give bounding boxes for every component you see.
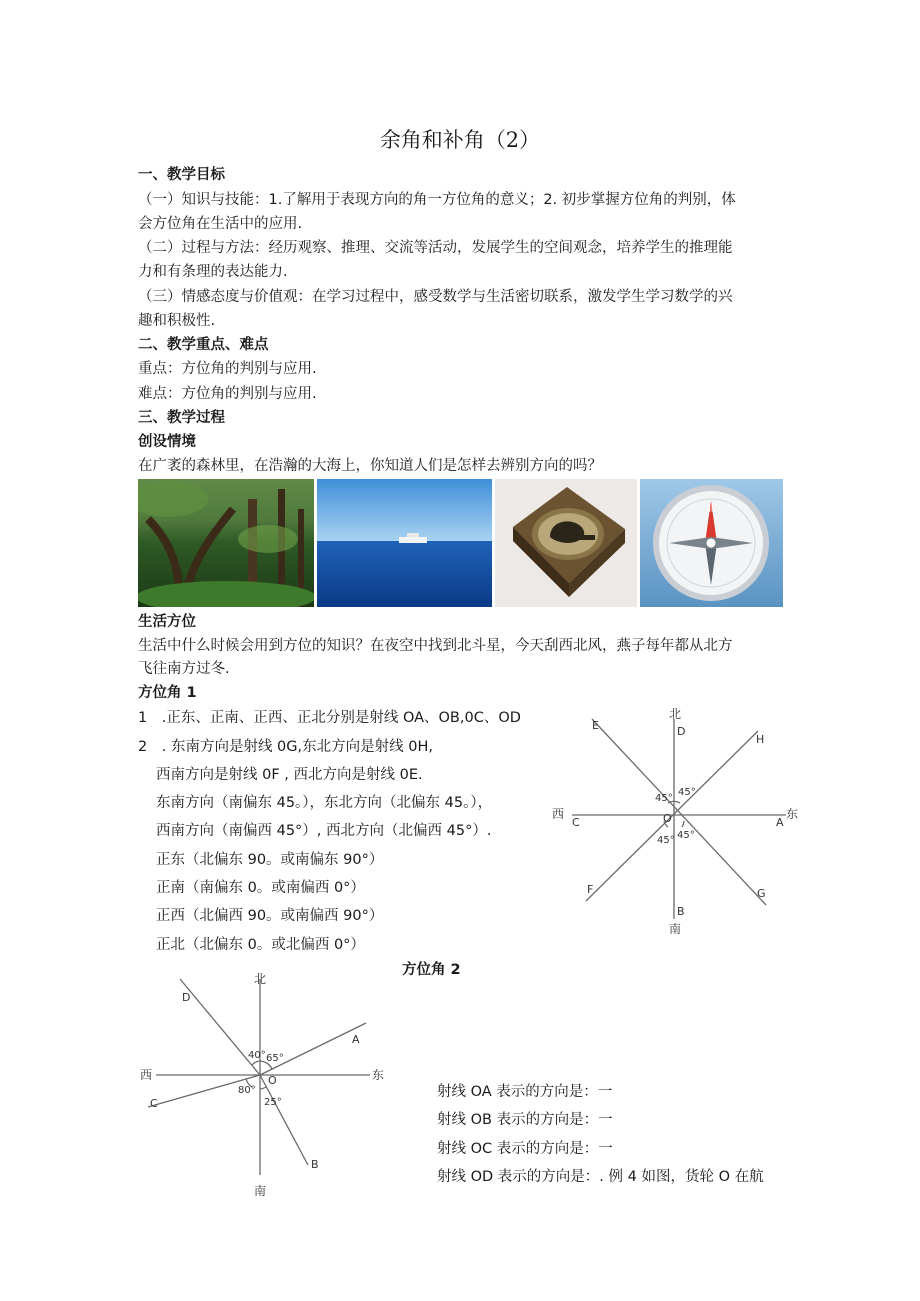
east-label: 东 bbox=[372, 1068, 385, 1082]
paragraph-line: （三）情感态度与价值观：在学习过程中，感受数学与生活密切联系，激发学生学习数学的兴 bbox=[138, 289, 733, 305]
point-c-label: C bbox=[150, 1097, 158, 1110]
angle-label: 80° bbox=[238, 1085, 256, 1096]
angle-label: 25° bbox=[264, 1097, 282, 1108]
south-label: 南 bbox=[669, 922, 682, 936]
origin-label: O bbox=[663, 812, 672, 825]
point-g-label: G bbox=[757, 887, 766, 900]
north-label: 北 bbox=[669, 707, 682, 721]
heading-azimuth-1: 方位角 1 bbox=[138, 685, 197, 701]
heading-key-points: 二、教学重点、难点 bbox=[138, 337, 269, 353]
point-a-label: A bbox=[352, 1033, 360, 1046]
paragraph-line: （二）过程与方法：经历观察、推理、交流等活动，发展学生的空间观念，培养学生的推理能 bbox=[138, 240, 733, 256]
north-label: 北 bbox=[254, 972, 267, 986]
modern-compass-photo bbox=[640, 479, 783, 607]
paragraph-line: 在广袤的森林里，在浩瀚的大海上，你知道人们是怎样去辨别方向的吗？ bbox=[138, 458, 602, 474]
page-title: 余角和补角（2） bbox=[379, 128, 541, 152]
point-e-label: E bbox=[592, 719, 599, 732]
azimuth-item: 东南方向（南偏东 45。），东北方向（北偏东 45。）， bbox=[156, 795, 493, 811]
azimuth-item: 西南方向是射线 0F , 西北方向是射线 0E. bbox=[156, 767, 423, 783]
paragraph-line: 难点：方位角的判别与应用. bbox=[138, 386, 317, 402]
point-d-label: D bbox=[182, 991, 191, 1004]
angle-label: 45° bbox=[655, 793, 673, 804]
compass-north-label: 北 bbox=[706, 504, 716, 514]
heading-process: 三、教学过程 bbox=[138, 410, 225, 426]
point-c-label: C bbox=[572, 816, 580, 829]
compass-diagram-2 bbox=[136, 965, 401, 1200]
paragraph-line: 力和有条理的表达能力. bbox=[138, 264, 288, 280]
angle-label: 45° bbox=[657, 835, 675, 846]
ancient-compass-photo bbox=[495, 479, 637, 607]
azimuth-item: 正西（北偏西 90。或南偏西 90°） bbox=[156, 908, 384, 924]
azimuth-item: 2 . 东南方向是射线 0G,东北方向是射线 0H, bbox=[138, 739, 433, 755]
point-b-label: B bbox=[311, 1158, 319, 1171]
heading-azimuth-2: 方位角 2 bbox=[402, 962, 461, 978]
angle-label: 45° bbox=[678, 787, 696, 798]
point-h-label: H bbox=[756, 733, 765, 746]
ray-question: 射线 OA 表示的方向是：一 bbox=[437, 1084, 613, 1100]
paragraph-line: 生活中什么时候会用到方位的知识？在夜空中找到北斗星，今天刮西北风，燕子每年都从北方 bbox=[138, 638, 733, 654]
heading-objectives: 一、教学目标 bbox=[138, 167, 225, 183]
ray-question: 射线 OB 表示的方向是：一 bbox=[437, 1112, 613, 1128]
point-a-label: A bbox=[776, 816, 784, 829]
heading-scenario: 创设情境 bbox=[138, 434, 196, 450]
west-label: 西 bbox=[552, 807, 565, 821]
paragraph-line: （一）知识与技能：1.了解用于表现方向的角一方位角的意义；2. 初步掌握方位角的判别，体 bbox=[138, 192, 736, 208]
angle-label: 65° bbox=[266, 1053, 284, 1064]
azimuth-item: 1 .正东、正南、正西、正北分别是射线 OA、OB,0C、OD bbox=[138, 710, 521, 726]
west-label: 西 bbox=[140, 1068, 153, 1082]
point-b-label: B bbox=[677, 905, 685, 918]
paragraph-line: 重点：方位角的判别与应用. bbox=[138, 361, 317, 377]
forest-photo bbox=[138, 479, 314, 607]
origin-label: O bbox=[268, 1074, 277, 1087]
photo-strip bbox=[138, 479, 783, 607]
compass-diagram-1 bbox=[550, 705, 805, 940]
azimuth-item: 西南方向（南偏西 45°）, 西北方向（北偏西 45°）. bbox=[156, 823, 492, 839]
paragraph-line: 飞往南方过冬. bbox=[138, 661, 230, 677]
angle-label: 45° bbox=[677, 830, 695, 841]
azimuth-item: 正东（北偏东 90。或南偏东 90°） bbox=[156, 852, 384, 868]
paragraph-line: 会方位角在生活中的应用. bbox=[138, 216, 303, 232]
point-d-label: D bbox=[677, 725, 686, 738]
ray-question: 射线 OD 表示的方向是：. 例 4 如图，货轮 O 在航 bbox=[437, 1169, 764, 1185]
paragraph-line: 趣和积极性. bbox=[138, 313, 216, 329]
south-label: 南 bbox=[254, 1184, 267, 1198]
heading-life-directions: 生活方位 bbox=[138, 614, 196, 630]
east-label: 东 bbox=[786, 807, 799, 821]
ray-question: 射线 OC 表示的方向是：一 bbox=[437, 1141, 613, 1157]
angle-label: 40° bbox=[248, 1050, 266, 1061]
point-f-label: F bbox=[587, 883, 594, 896]
azimuth-item: 正南（南偏东 0。或南偏西 0°） bbox=[156, 880, 365, 896]
sea-photo bbox=[317, 479, 492, 607]
azimuth-item: 正北（北偏东 0。或北偏西 0°） bbox=[156, 937, 365, 953]
